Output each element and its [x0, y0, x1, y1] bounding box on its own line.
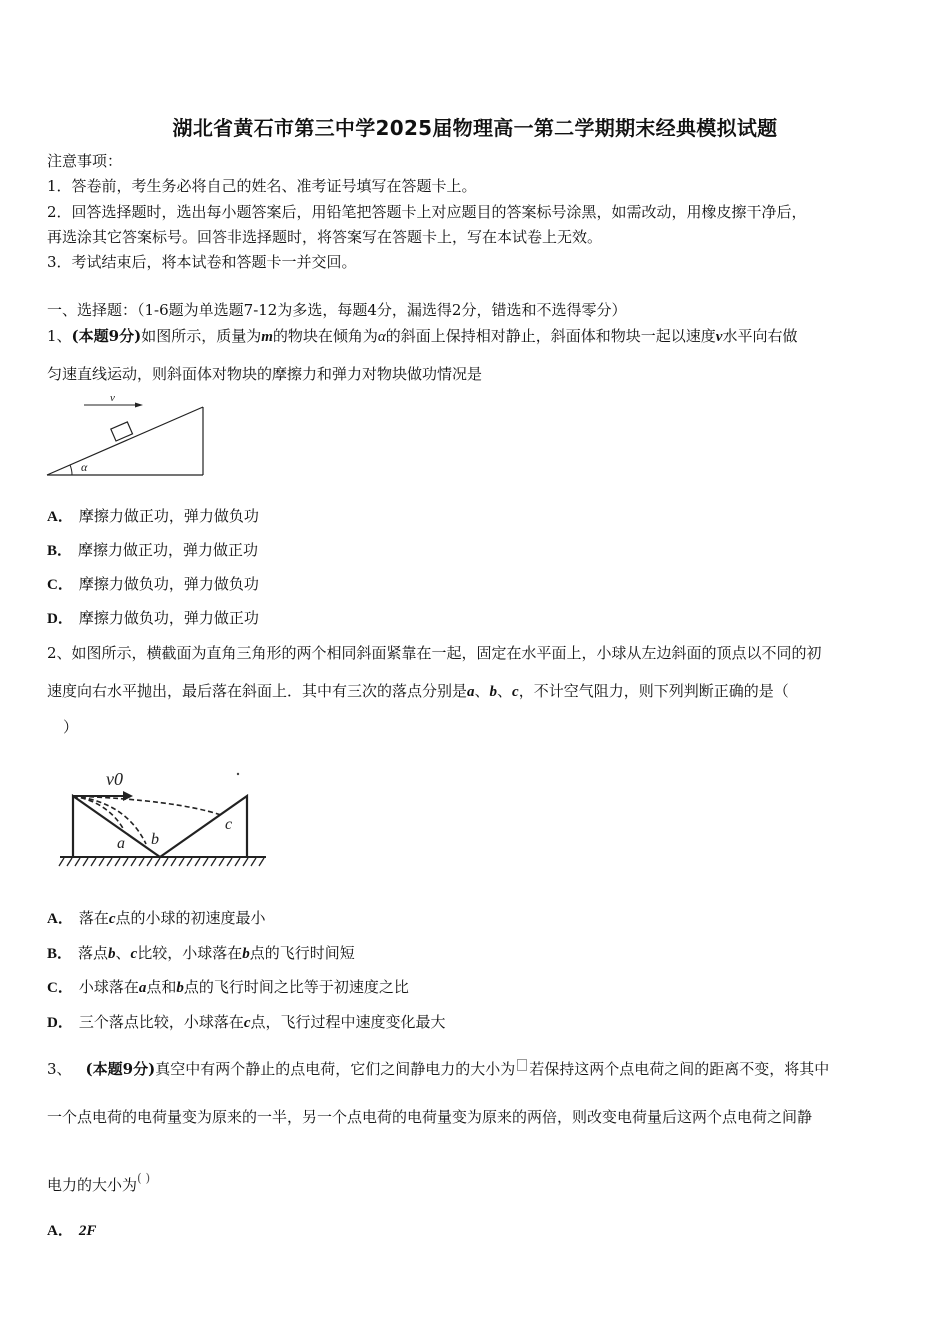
option-text: 三个落点比较，小球落在: [78, 1013, 244, 1031]
notice-item-2-cont: 再选涂其它答案标号。回答非选择题时，将答案写在答题卡上，写在本试卷上无效。: [47, 228, 603, 246]
option-text: 摩擦力做负功，弹力做正功: [78, 609, 259, 627]
q3-num: 3、: [47, 1060, 72, 1078]
notice-item-1: 1．答卷前，考生务必将自己的姓名、准考证号填写在答题卡上。: [47, 177, 477, 195]
option-var: c: [130, 946, 138, 962]
angle-label: α: [81, 460, 88, 474]
option-label: A．: [47, 1223, 73, 1239]
point-a-label: a: [117, 835, 125, 852]
velocity-arrow-head: [135, 403, 143, 408]
option-label: B．: [47, 946, 73, 962]
q1-option-b[interactable]: [47, 540, 258, 561]
q2-var-c: c: [512, 684, 519, 700]
option-var: b: [108, 946, 116, 962]
q1-var-v: v: [715, 329, 723, 345]
q2-option-b[interactable]: [47, 943, 355, 964]
option-text: 点的飞行时间短: [249, 944, 355, 962]
q1-incline-figure: [44, 390, 214, 480]
q3-stem-line3: [47, 1168, 150, 1195]
option-text: 点的小球的初速度最小: [115, 909, 266, 927]
option-text: 落在: [78, 909, 109, 927]
q2-stem-line1: 2、如图所示，横截面为直角三角形的两个相同斜面紧靠在一起，固定在水平面上，小球从左边斜面的顶点以不同的初: [47, 644, 822, 662]
q3-answer-paren: ( ): [137, 1171, 151, 1185]
q1-text-b: 的物块在倾角为: [272, 327, 378, 345]
option-text: 2F: [78, 1223, 97, 1239]
option-var: b: [242, 946, 250, 962]
q2-text-a: 速度向右水平抛出，最后落在斜面上．其中有三次的落点分别是: [47, 682, 468, 700]
option-text: 点的飞行时间之比等于初速度之比: [183, 978, 409, 996]
q1-stem-line1: [47, 326, 797, 347]
option-var: c: [108, 911, 116, 927]
missing-formula-image: [517, 1059, 527, 1071]
velocity-label: v: [110, 392, 115, 404]
q2-sep: 、: [497, 682, 513, 700]
q3-score: (本题9分): [85, 1060, 156, 1078]
option-text: 摩擦力做正功，弹力做负功: [78, 507, 259, 525]
q2-var-a: a: [467, 684, 475, 700]
q2-stem-line2: [47, 681, 789, 702]
option-text: 摩擦力做正功，弹力做正功: [78, 541, 259, 559]
q1-score: (本题9分): [71, 327, 142, 345]
q1-text-d: 水平向右做: [722, 327, 798, 345]
q2-stem-line3: ）: [63, 718, 79, 736]
block: [111, 422, 133, 441]
v0-label: v0: [106, 769, 123, 789]
option-label: D．: [47, 611, 73, 627]
option-text: 落点: [78, 944, 109, 962]
option-label: C．: [47, 577, 73, 593]
q2-var-b: b: [489, 684, 498, 700]
notice-item-2: 2．回答选择题时，选出每小题答案后，用铅笔把答题卡上对应题目的答案标号涂黑，如需改动，用橡皮擦干净后，: [47, 203, 807, 221]
notice-item-3: 3．考试结束后，将本试卷和答题卡一并交回。: [47, 253, 357, 271]
q2-option-c[interactable]: [47, 977, 409, 998]
q2-option-a[interactable]: [47, 908, 266, 929]
angle-arc: [70, 465, 72, 475]
option-text: 点，飞行过程中速度变化最大: [250, 1013, 446, 1031]
option-label: D．: [47, 1015, 73, 1031]
q2-projectile-figure: [56, 760, 276, 875]
q3-stem-line2: 一个点电荷的电荷量变为原来的一半，另一个点电荷的电荷量变为原来的两倍，则改变电荷量后这两个点电荷之间静: [47, 1108, 813, 1126]
page-title: 湖北省黄石市第三中学2025届物理高一第二学期期末经典模拟试题: [172, 116, 778, 140]
option-var: c: [243, 1015, 251, 1031]
option-label: A．: [47, 509, 73, 525]
ground-hatch: [59, 858, 264, 866]
q2-option-d[interactable]: [47, 1012, 446, 1033]
option-var: b: [176, 980, 184, 996]
option-label: B．: [47, 543, 73, 559]
incline-slope: [47, 407, 203, 475]
option-text: 小球落在: [78, 978, 139, 996]
q3-stem-line1: [47, 1059, 829, 1079]
q3-text-c: 电力的大小为: [47, 1176, 138, 1194]
q3-text-b: 若保持这两个点电荷之间的距离不变，将其中: [529, 1060, 830, 1078]
point-c-label: c: [225, 816, 233, 833]
option-label: A．: [47, 911, 73, 927]
option-text: 、: [115, 944, 131, 962]
q1-option-c[interactable]: [47, 574, 259, 595]
option-text: 比较，小球落在: [137, 944, 243, 962]
q1-var-m: m: [261, 329, 273, 345]
q1-option-d[interactable]: [47, 608, 259, 629]
q1-var-alpha: α: [377, 329, 386, 345]
option-label: C．: [47, 980, 73, 996]
stray-dot: [237, 773, 239, 775]
option-var: a: [138, 980, 147, 996]
q1-text-c: 的斜面上保持相对静止，斜面体和物块一起以速度: [385, 327, 716, 345]
section-heading: 一、选择题：（1-6题为单选题7-12为多选，每题4分，漏选得2分，错选和不选得零分）: [47, 301, 627, 319]
q1-num: 1、: [47, 327, 72, 345]
q3-option-a[interactable]: [47, 1220, 96, 1241]
option-text: 点和: [146, 978, 177, 996]
point-b-label: b: [151, 831, 159, 848]
q2-text-b: ，不计空气阻力，则下列判断正确的是（: [518, 682, 789, 700]
notice-heading: 注意事项：: [47, 152, 123, 170]
q1-text-a: 如图所示，质量为: [141, 327, 262, 345]
q1-option-a[interactable]: [47, 506, 259, 527]
q3-text-a: 真空中有两个静止的点电荷，它们之间静电力的大小为: [155, 1060, 516, 1078]
q2-sep: 、: [474, 682, 490, 700]
q1-stem-line2: 匀速直线运动，则斜面体对物块的摩擦力和弹力对物块做功情况是: [47, 365, 483, 383]
option-text: 摩擦力做负功，弹力做负功: [78, 575, 259, 593]
